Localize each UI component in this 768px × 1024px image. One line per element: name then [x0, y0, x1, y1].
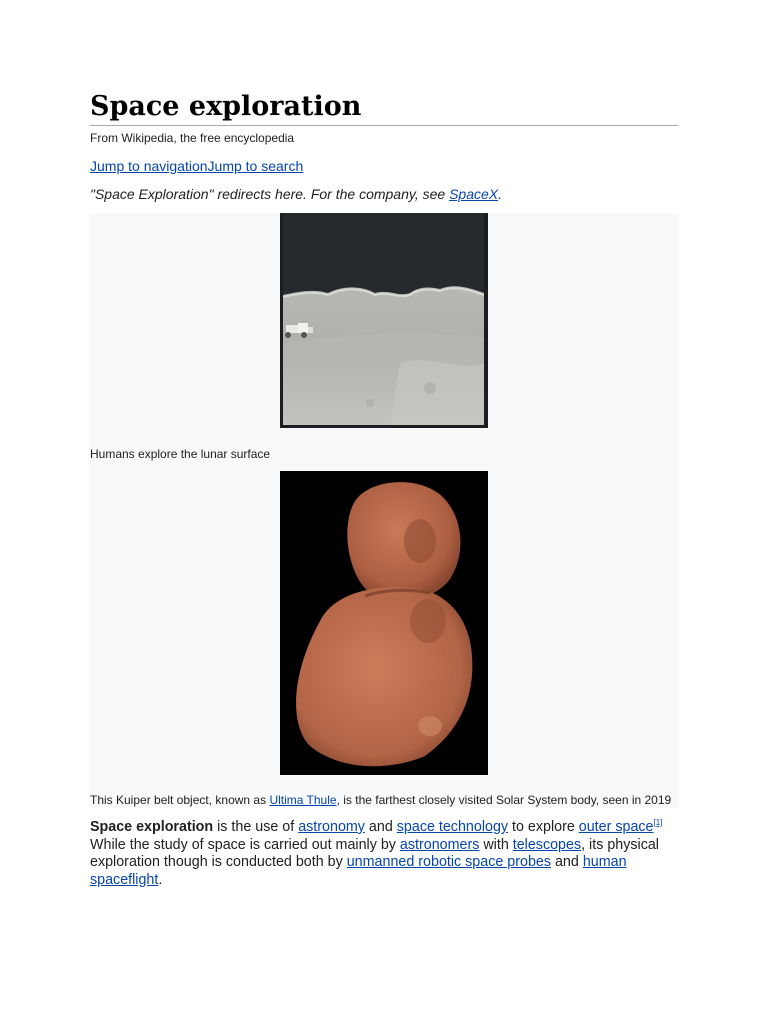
spacex-link[interactable]: SpaceX — [449, 186, 499, 202]
hatnote — [90, 186, 502, 202]
lunar-caption: Humans explore the lunar surface — [90, 447, 271, 461]
lead-text: to explore — [508, 819, 579, 835]
title-divider — [90, 125, 678, 126]
reference-1-link[interactable]: [1] — [653, 818, 663, 828]
lead-text: . — [158, 871, 163, 888]
lead-text: and — [364, 819, 397, 835]
lead-text: and — [551, 854, 583, 870]
lead-paragraph — [90, 819, 678, 889]
astronomers-link[interactable]: astronomers — [399, 836, 480, 853]
hatnote-text: "Space Exploration" redirects here. For the company, see — [90, 186, 450, 202]
unmanned-robotic-space-probes-link[interactable]: unmanned robotic space probes — [346, 854, 551, 870]
page-title: Space exploration — [90, 91, 362, 122]
site-tagline: From Wikipedia, the free encyclopedia — [90, 131, 295, 145]
hatnote-end: . — [498, 186, 503, 202]
ultima-thule-caption — [90, 793, 671, 807]
human-spaceflight-link[interactable]: human spaceflight — [90, 854, 627, 888]
lead-text: While the study of space is carried out mainly by — [90, 836, 400, 853]
caption-text-end: , is the farthest closely visited Solar System body, seen in 2019 — [336, 793, 672, 807]
ultima-thule-image[interactable] — [280, 471, 488, 775]
outer-space-link[interactable]: outer space — [578, 819, 654, 835]
lead-text: with — [479, 836, 513, 853]
lunar-surface-image[interactable] — [280, 213, 488, 428]
jump-links — [90, 158, 303, 174]
jump-to-navigation-link[interactable]: Jump to navigation — [90, 158, 208, 174]
lead-text: is the use of — [213, 819, 299, 835]
lead-text: , its physical exploration though is conducted both by — [90, 836, 659, 870]
ultima-thule-picture — [280, 471, 488, 775]
infobox-figures — [90, 213, 678, 808]
astronomy-link[interactable]: astronomy — [298, 819, 365, 835]
space-technology-link[interactable]: space technology — [396, 819, 509, 835]
caption-text: This Kuiper belt object, known as — [90, 793, 270, 807]
telescopes-link[interactable]: telescopes — [512, 836, 582, 853]
jump-to-search-link[interactable]: Jump to search — [207, 158, 304, 174]
lead-bold-term: Space exploration — [90, 819, 214, 835]
lunar-surface-picture — [280, 213, 488, 428]
ultima-thule-link[interactable]: Ultima Thule — [269, 793, 337, 807]
